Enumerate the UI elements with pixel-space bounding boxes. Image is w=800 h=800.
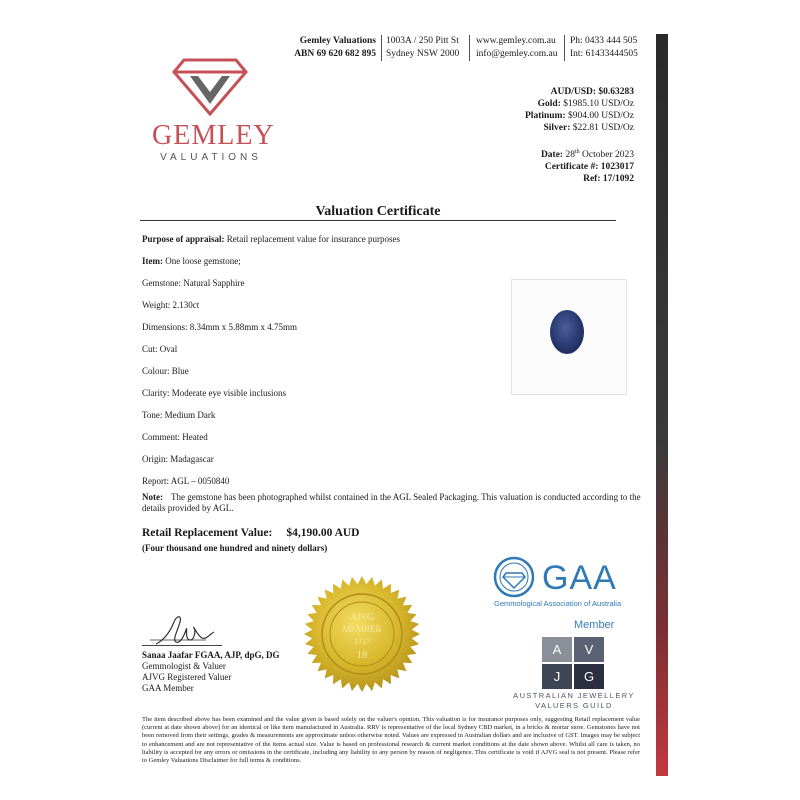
address-line-1: 1003A / 250 Pitt St xyxy=(386,36,459,46)
ajvg-tile: G xyxy=(574,664,604,689)
ajvg-member-seal-icon xyxy=(302,574,422,694)
ajvg-tile: J xyxy=(542,664,572,689)
purpose-of-appraisal: Purpose of appraisal: Retail replacement value for insurance purposes xyxy=(142,234,400,244)
report-field: Report: AGL – 0050840 xyxy=(142,476,230,486)
logo-wordmark: GEMLEY xyxy=(152,120,275,151)
note-paragraph: Note: The gemstone has been photographed whilst contained in the AGL Sealed Packaging. This valuation is conducted according to the details provided by AGL. xyxy=(142,492,641,513)
retail-replacement-value: Retail Replacement Value: $4,190.00 AUD xyxy=(142,527,360,539)
header-divider xyxy=(469,35,470,61)
disclaimer-text: The item described above has been examined and the value given is based solely on the valuer's opinion. This valuation is for insurance purposes only, suggesting Retail replacement value (current at date shown above) for an identical or like item manufactured in Australia. RRV is representative of the local Sydney CBD market, in a bricks & mortar store. Gemstones have not been removed from their settings, grades & measurements are approximate unless otherwise noted. Values are expressed in Australian dollars and are inclusive of GST. Images may be subject to enhancement and are not representative of the items actual size. Value is based on professional research & current market conditions at the date shown above. Whilst all care is taken, no liability is accepted for any errors or omissions in the certificate, including any liability to any person by reason of negligence. This certificate is void if AJVG seal is not present. Please refer to Gemley Valuations Disclaimer for full terms & conditions. xyxy=(142,716,640,765)
gaa-emblem-icon xyxy=(492,556,536,598)
signature-icon xyxy=(150,610,220,650)
value-in-words: (Four thousand one hundred and ninety dollars) xyxy=(142,543,328,553)
signer-name: Sanaa Jaafar FGAA, AJP, dpG, DG xyxy=(142,650,280,660)
address-line-2: Sydney NSW 2000 xyxy=(386,49,460,59)
gemstone-photo xyxy=(511,279,627,395)
side-color-bar xyxy=(656,34,668,776)
colour-field: Colour: Blue xyxy=(142,366,189,376)
signer-role-3: GAA Member xyxy=(142,683,194,693)
silver-rate: Silver: $22.81 USD/Oz xyxy=(543,123,634,133)
certificate-meta xyxy=(480,146,634,185)
title-underline xyxy=(140,220,616,221)
metal-rates xyxy=(480,86,634,134)
gemley-diamond-logo-icon xyxy=(172,58,248,116)
logo-subtitle: VALUATIONS xyxy=(160,152,262,163)
email-link[interactable]: info@gemley.com.au xyxy=(476,49,558,59)
company-name: Gemley Valuations xyxy=(299,36,376,46)
gaa-full-name: Gemmological Association of Australia xyxy=(494,599,622,608)
header-address-block xyxy=(386,35,462,61)
ajvg-name: AUSTRALIAN JEWELLERY VALUERS GUILD xyxy=(513,691,635,710)
intl-phone-number: Int: 61433444505 xyxy=(570,49,638,59)
member-label: Member xyxy=(574,619,615,631)
header-phone-block xyxy=(570,35,650,61)
item-field: Item: One loose gemstone; xyxy=(142,256,241,266)
gaa-logo-text: GAA xyxy=(542,559,617,597)
tone-field: Tone: Medium Dark xyxy=(142,410,216,420)
phone-number: Ph: 0433 444 505 xyxy=(570,36,638,46)
certificate-ref: Ref: 17/1092 xyxy=(583,174,634,185)
seal-line-2: MEMBER xyxy=(342,624,382,634)
website-link[interactable]: www.gemley.com.au xyxy=(476,36,556,46)
weight-field: Weight: 2.130ct xyxy=(142,300,200,310)
ajvg-tile: V xyxy=(574,637,604,662)
sapphire-image xyxy=(550,310,584,354)
certificate-number: Certificate #: 1023017 xyxy=(544,162,634,173)
aud-usd-rate: AUD/USD: $0.63283 xyxy=(550,87,634,97)
gemstone-field: Gemstone: Natural Sapphire xyxy=(142,278,245,288)
seal-line-4: 18 xyxy=(356,649,368,661)
page-title: Valuation Certificate xyxy=(315,204,441,219)
company-abn: ABN 69 620 682 895 xyxy=(294,49,376,59)
certificate-date: Date: 28th October 2023 xyxy=(540,149,634,161)
signer-role-1: Gemmologist & Valuer xyxy=(142,661,226,671)
header-company-block xyxy=(292,35,376,61)
header-web-block xyxy=(476,35,560,61)
cut-field: Cut: Oval xyxy=(142,344,178,354)
clarity-field: Clarity: Moderate eye visible inclusions xyxy=(142,388,286,398)
dimensions-field: Dimensions: 8.34mm x 5.88mm x 4.75mm xyxy=(142,322,298,332)
gold-rate: Gold: $1985.10 USD/Oz xyxy=(537,99,634,109)
seal-line-3: 1717 xyxy=(354,637,370,646)
ajvg-tile: A xyxy=(542,637,572,662)
signer-role-2: AJVG Registered Valuer xyxy=(142,672,232,682)
origin-field: Origin: Madagascar xyxy=(142,454,214,464)
header-divider xyxy=(381,35,382,61)
comment-field: Comment: Heated xyxy=(142,432,208,442)
seal-line-1: AJVG xyxy=(350,612,374,622)
signer-block xyxy=(142,650,280,694)
platinum-rate: Platinum: $904.00 USD/Oz xyxy=(525,111,634,121)
signature-line xyxy=(142,645,222,646)
header-divider xyxy=(564,35,565,61)
ajvg-logo xyxy=(542,637,604,689)
